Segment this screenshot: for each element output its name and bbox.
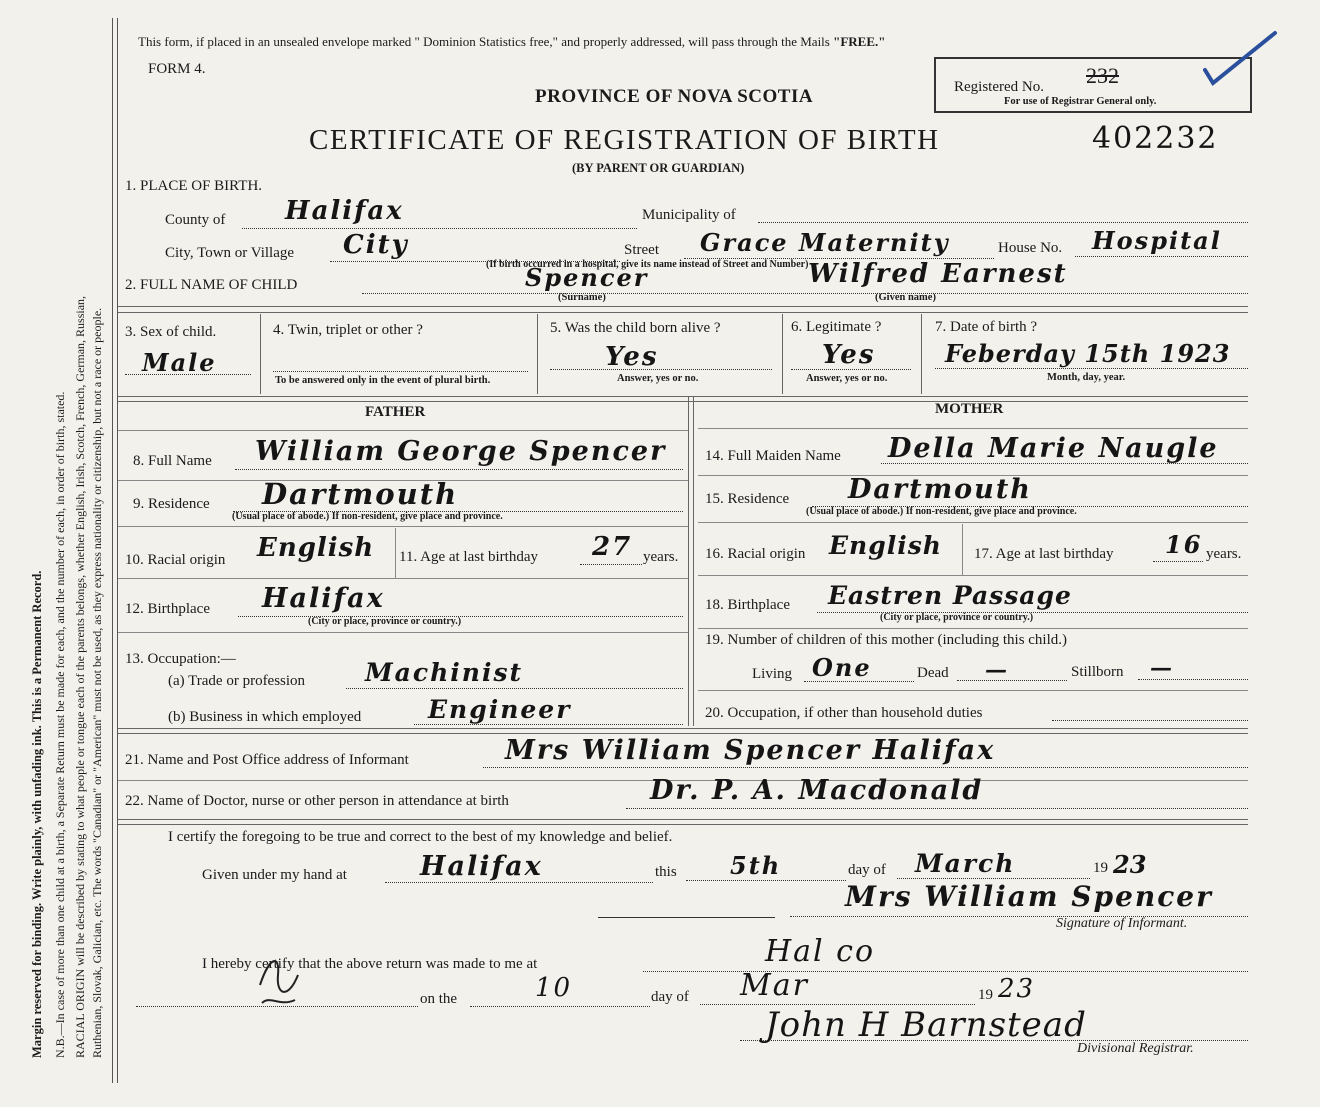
legitimate-label: 6. Legitimate ? xyxy=(791,319,882,335)
father-age-value: 27 xyxy=(592,532,633,562)
given-place-line xyxy=(385,882,653,883)
county-label: County of xyxy=(165,212,226,228)
rule xyxy=(698,428,1248,429)
city-label: City, Town or Village xyxy=(165,245,295,261)
rule xyxy=(118,312,1248,313)
street-value: Grace Maternity xyxy=(700,228,950,257)
legitimate-value: Yes xyxy=(822,340,876,370)
dob-caption: Month, day, year. xyxy=(1047,372,1126,383)
rule xyxy=(118,396,1248,397)
street-label: Street xyxy=(624,242,659,258)
certificate-subtitle: (BY PARENT OR GUARDIAN) xyxy=(572,161,745,175)
mother-age-value: 16 xyxy=(1165,530,1203,559)
dead-label: Dead xyxy=(917,665,949,681)
trade-value: Machinist xyxy=(365,658,524,687)
binding-margin-line xyxy=(112,18,113,1083)
child-name-line xyxy=(362,293,1248,294)
rule xyxy=(693,396,694,726)
rule xyxy=(782,314,783,394)
surname-caption: (Surname) xyxy=(558,292,606,303)
father-name-label: 8. Full Name xyxy=(133,453,212,469)
registrar-statement: I hereby certify that the above return was made to me at xyxy=(202,956,538,972)
mother-birthplace-caption: (City or place, province or country.) xyxy=(880,612,1034,623)
given-place-value: Halifax xyxy=(420,851,543,882)
rule xyxy=(118,824,1248,825)
mother-age-line xyxy=(1153,561,1203,562)
certify-statement: I certify the foregoing to be true and correct to the best of my knowledge and belief. xyxy=(168,829,673,845)
rule xyxy=(118,733,1248,734)
certificate-number: 402232 xyxy=(1092,121,1219,156)
mother-heading: MOTHER xyxy=(935,401,1004,417)
day-value: 5th xyxy=(730,851,782,880)
registered-label: Registered No. xyxy=(954,79,1044,95)
nb-note: N.B.—In case of more than one child at a birth, a Separate Return must be made for each, and the number of each, in order of birth, stated. xyxy=(53,391,67,1058)
mother-occupation-line xyxy=(1052,720,1248,721)
rule xyxy=(921,314,922,394)
mother-age-label: 17. Age at last birthday xyxy=(974,546,1114,562)
hospital-note: (If birth occurred in a hospital, give its name instead of Street and Number) xyxy=(486,259,809,270)
father-heading: FATHER xyxy=(365,404,426,420)
rule xyxy=(688,396,689,726)
rule xyxy=(395,528,396,578)
registrar-place-value: Hal co xyxy=(765,934,876,969)
day-of-label: day of xyxy=(848,862,886,878)
registrar-place-line xyxy=(643,971,1248,972)
mother-birthplace-label: 18. Birthplace xyxy=(705,597,790,613)
rule xyxy=(118,632,688,633)
twin-line xyxy=(273,371,528,372)
registrar-initials-mark xyxy=(250,945,310,1015)
child-given-name: Wilfred Earnest xyxy=(808,259,1068,289)
registrar-year-prefix: 19 xyxy=(978,987,993,1003)
dob-value: Feberday 15th 1923 xyxy=(945,339,1231,368)
informant-value: Mrs William Spencer Halifax xyxy=(505,735,996,766)
house-line xyxy=(1075,256,1248,257)
children-count-label: 19. Number of children of this mother (including this child.) xyxy=(705,632,1068,648)
province-heading: PROVINCE OF NOVA SCOTIA xyxy=(535,86,814,107)
registrar-year-value: 23 xyxy=(998,974,1036,1004)
city-value: City xyxy=(343,230,409,260)
informant-line xyxy=(483,767,1248,768)
registered-value: 232 xyxy=(1086,63,1119,88)
on-the-label: on the xyxy=(420,991,458,1007)
mother-birthplace-value: Eastren Passage xyxy=(828,581,1072,610)
county-value: Halifax xyxy=(285,196,404,226)
racial-note-2: Ruthenian, Slovak, Galician, etc. The words "Canadian" or "American" must not be used, as they express nationality or citizenship, but not a race or people. xyxy=(90,307,104,1058)
rule xyxy=(962,524,963,575)
living-label: Living xyxy=(752,666,792,682)
child-surname: Spencer xyxy=(525,263,649,292)
house-value: Hospital xyxy=(1092,226,1222,255)
rule xyxy=(118,819,1248,820)
rule xyxy=(118,728,1248,729)
rule xyxy=(118,430,688,431)
stillborn-label: Stillborn xyxy=(1071,664,1124,680)
living-value: One xyxy=(812,653,872,682)
informant-signature: Mrs William Spencer xyxy=(845,880,1213,913)
father-residence-label: 9. Residence xyxy=(133,496,210,512)
father-age-label: 11. Age at last birthday xyxy=(399,549,538,565)
given-under-hand-label: Given under my hand at xyxy=(202,867,347,883)
this-label: this xyxy=(655,864,677,880)
dob-line xyxy=(935,368,1248,369)
father-residence-caption: (Usual place of abode.) If non-resident, give place and province. xyxy=(232,511,503,522)
father-age-unit: years. xyxy=(643,549,679,565)
father-name-line xyxy=(235,469,683,470)
rule xyxy=(537,314,538,394)
rule xyxy=(118,578,688,579)
father-birthplace-value: Halifax xyxy=(262,583,385,614)
rule xyxy=(698,690,1248,691)
alive-label: 5. Was the child born alive ? xyxy=(550,320,721,336)
twin-label: 4. Twin, triplet or other ? xyxy=(273,322,423,338)
business-value: Engineer xyxy=(428,695,572,724)
postal-note: This form, if placed in an unsealed envelope marked " Dominion Statistics free," and properly addressed, will pass through the Mails "FREE." xyxy=(138,34,886,49)
father-age-line xyxy=(580,564,642,565)
father-racial-value: English xyxy=(257,533,375,563)
rule xyxy=(698,522,1248,523)
father-birthplace-caption: (City or place, province or country.) xyxy=(308,616,462,627)
mother-residence-label: 15. Residence xyxy=(705,491,790,507)
registrar-day-line xyxy=(470,1006,650,1007)
year-prefix: 19 xyxy=(1093,860,1108,876)
sex-label: 3. Sex of child. xyxy=(125,324,217,340)
margin-note: Margin reserved for binding. Write plainly, with unfading ink. This is a Permanent Record. xyxy=(30,570,44,1058)
father-racial-label: 10. Racial origin xyxy=(125,552,226,568)
given-caption: (Given name) xyxy=(875,292,936,303)
mother-occupation-label: 20. Occupation, if other than household duties xyxy=(705,705,983,721)
registrar-signature: John H Barnstead xyxy=(765,1005,1087,1045)
registrar-day-value: 10 xyxy=(535,973,573,1003)
alive-caption: Answer, yes or no. xyxy=(617,373,699,384)
month-line xyxy=(897,878,1090,879)
municipality-label: Municipality of xyxy=(642,207,736,223)
stillborn-value: — xyxy=(1150,655,1174,681)
father-residence-value: Dartmouth xyxy=(262,477,459,511)
form-number: FORM 4. xyxy=(148,61,206,77)
rule xyxy=(698,628,1248,629)
child-name-label: 2. FULL NAME OF CHILD xyxy=(125,277,298,293)
informant-label: 21. Name and Post Office address of Informant xyxy=(125,752,409,768)
rule xyxy=(118,306,1248,307)
doctor-value: Dr. P. A. Macdonald xyxy=(650,775,984,806)
place-of-birth-heading: 1. PLACE OF BIRTH. xyxy=(125,178,263,194)
dob-label: 7. Date of birth ? xyxy=(935,319,1038,335)
father-occupation-label: 13. Occupation:— xyxy=(125,651,236,667)
father-name-value: William George Spencer xyxy=(255,436,667,467)
certificate-title: CERTIFICATE OF REGISTRATION OF BIRTH xyxy=(309,124,940,156)
twin-note: To be answered only in the event of plural birth. xyxy=(275,375,491,386)
mother-racial-label: 16. Racial origin xyxy=(705,546,806,562)
dead-value: — xyxy=(985,657,1009,683)
binding-margin-line-inner xyxy=(117,18,118,1083)
sex-value: Male xyxy=(142,348,217,377)
signature-rule xyxy=(598,917,775,918)
informant-signature-caption: Signature of Informant. xyxy=(1056,916,1188,931)
house-label: House No. xyxy=(998,240,1063,256)
year-value: 23 xyxy=(1113,850,1147,879)
mother-name-value: Della Marie Naugle xyxy=(888,433,1219,464)
rule xyxy=(118,526,688,527)
doctor-line xyxy=(626,808,1248,809)
dead-line xyxy=(957,680,1067,681)
mother-residence-caption: (Usual place of abode.) If non-resident, give place and province. xyxy=(806,506,1077,517)
mother-residence-value: Dartmouth xyxy=(848,474,1032,505)
rule xyxy=(260,314,261,394)
registrar-day-of-label: day of xyxy=(651,989,689,1005)
rule xyxy=(118,401,1248,402)
registrar-month-value: Mar xyxy=(740,968,809,1003)
mother-racial-value: English xyxy=(829,531,942,560)
doctor-label: 22. Name of Doctor, nurse or other person in attendance at birth xyxy=(125,793,509,809)
business-label: (b) Business in which employed xyxy=(168,709,362,725)
registrar-caption: Divisional Registrar. xyxy=(1077,1041,1194,1056)
month-value: March xyxy=(915,849,1016,878)
alive-line xyxy=(550,369,772,370)
rule xyxy=(698,575,1248,576)
day-line xyxy=(686,880,846,881)
alive-value: Yes xyxy=(605,342,659,372)
mother-name-label: 14. Full Maiden Name xyxy=(705,448,841,464)
father-birthplace-label: 12. Birthplace xyxy=(125,601,210,617)
trade-label: (a) Trade or profession xyxy=(168,673,306,689)
municipality-line xyxy=(758,222,1248,223)
mother-age-unit: years. xyxy=(1206,546,1242,562)
racial-note-1: RACIAL ORIGIN will be described by stating to what people or tongue each of the parents belongs, whether English, Irish, Scotch, French, German, Russian, xyxy=(73,295,87,1058)
checkmark-icon xyxy=(1195,25,1285,95)
business-line xyxy=(414,724,683,725)
legitimate-caption: Answer, yes or no. xyxy=(806,373,888,384)
county-line xyxy=(242,228,637,229)
registrar-note: For use of Registrar General only. xyxy=(1004,96,1157,107)
trade-line xyxy=(346,688,683,689)
